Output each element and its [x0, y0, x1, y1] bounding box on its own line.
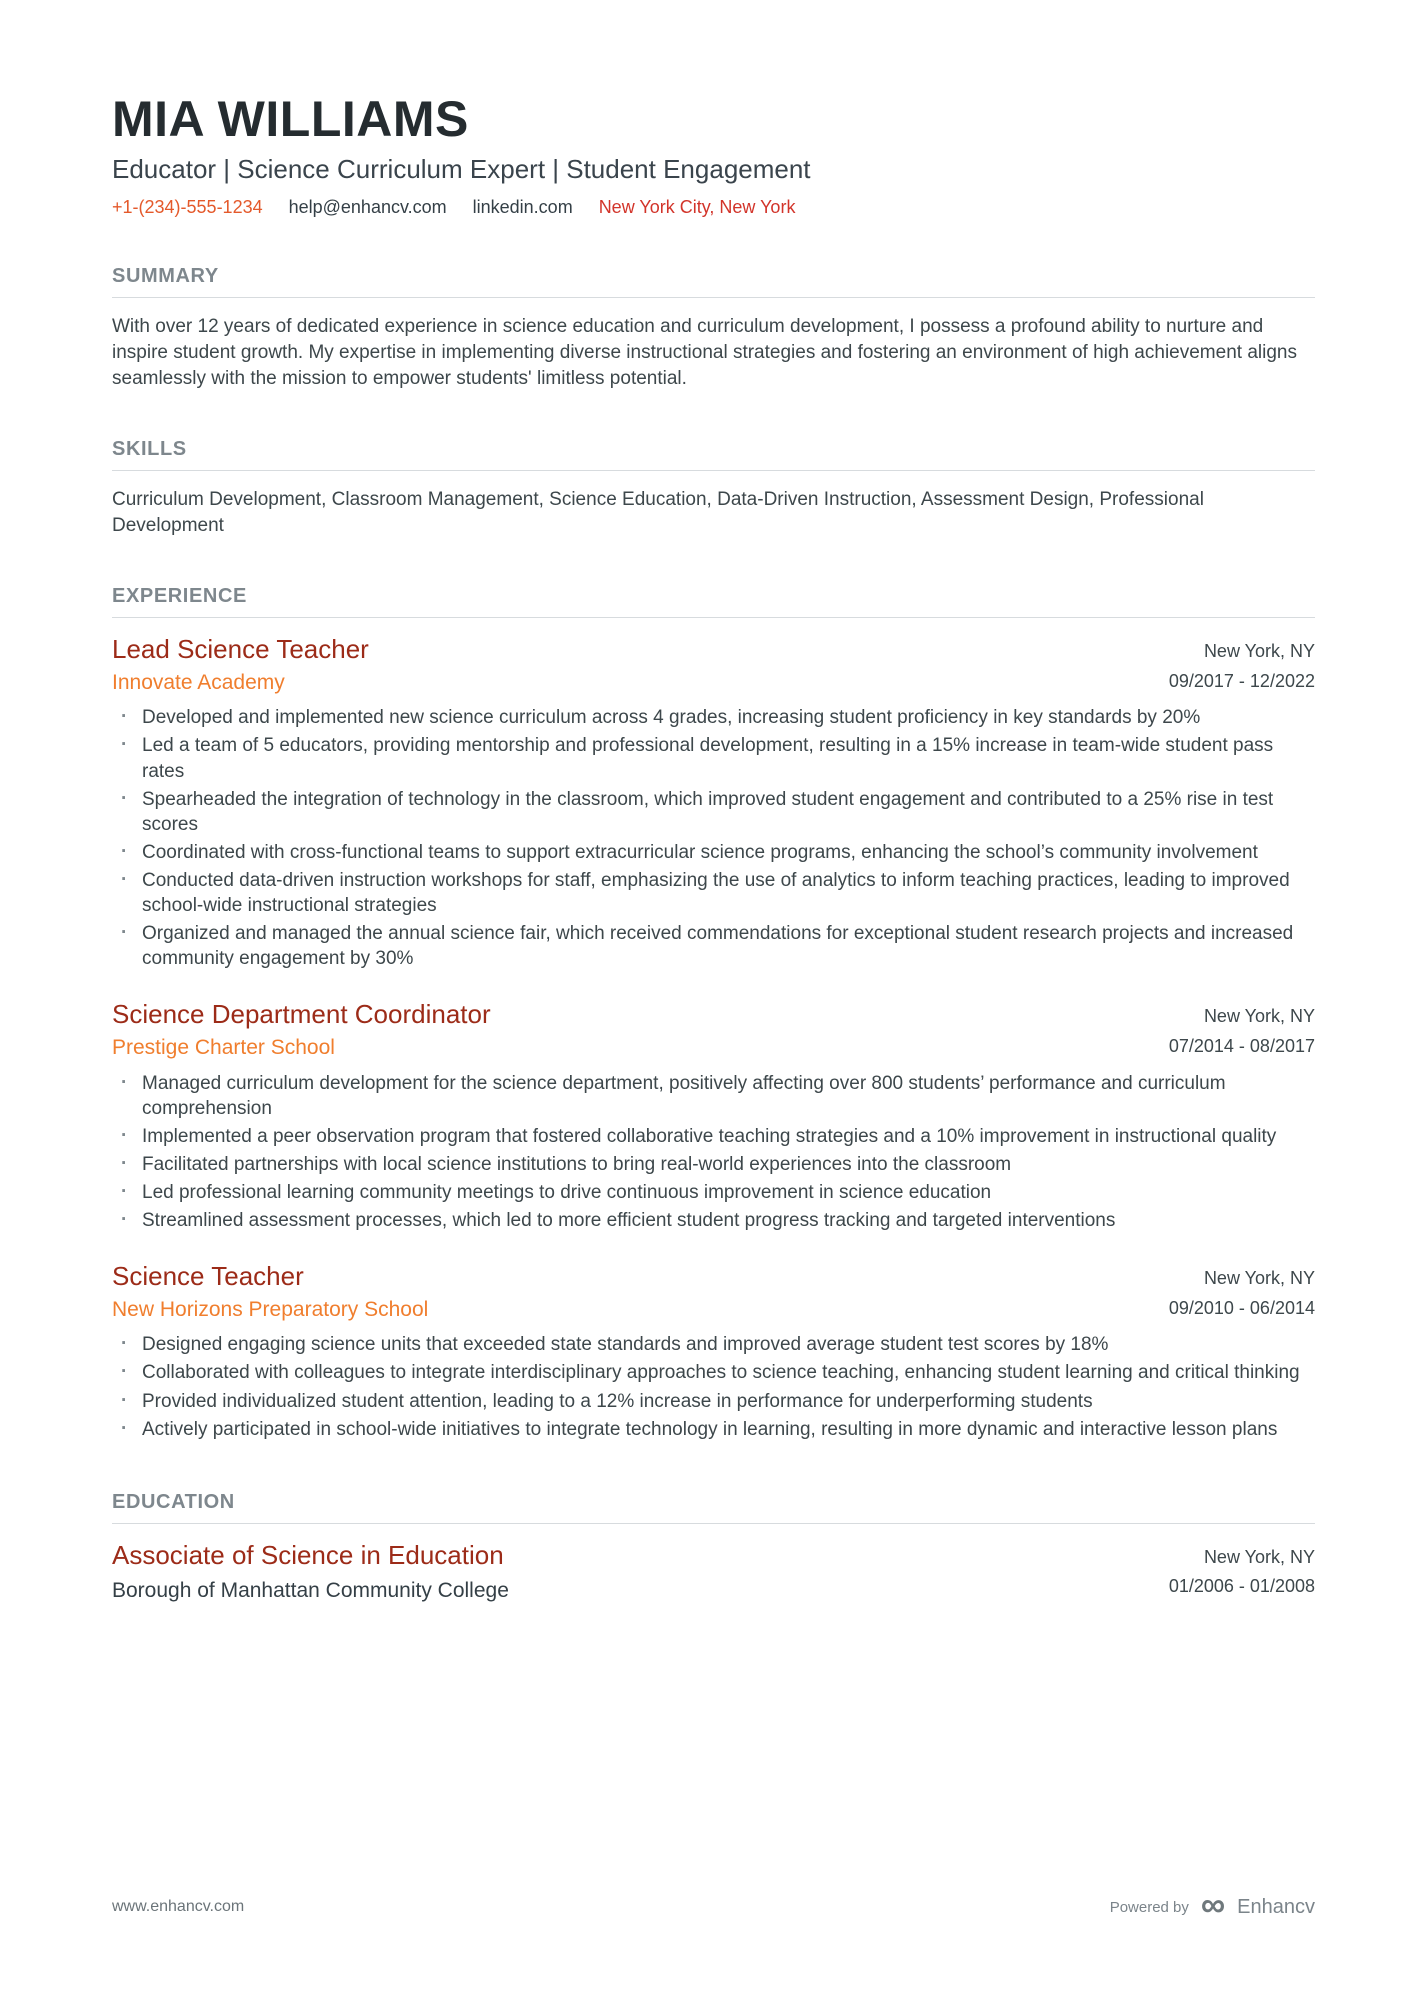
- person-headline: Educator | Science Curriculum Expert | Student Engagement: [112, 154, 811, 184]
- job-bullet: · Streamlined assessment processes, which led to more efficient student progress tracking and targeted interventions: [112, 1208, 1315, 1233]
- job-bullet-list: [112, 1332, 1315, 1441]
- job-title: Science Department Coordinator: [112, 999, 491, 1030]
- job-bullet: · Designed engaging science units that exceeded state standards and improved average student test scores by 18%: [112, 1332, 1315, 1357]
- job-title-block: [112, 634, 369, 695]
- footer: [112, 1834, 1315, 1924]
- job-dates: 09/2017 - 12/2022: [1168, 670, 1315, 691]
- education-section: [112, 1491, 1315, 1603]
- company-name: Innovate Academy: [112, 671, 285, 695]
- job-bullet: · Provided individualized student attention, leading to a 12% increase in performance for underperforming students: [112, 1389, 1315, 1414]
- site-link[interactable]: www.enhancv.com: [112, 1898, 245, 1916]
- job-location: New York, NY: [1203, 1006, 1315, 1027]
- job-bullet: · Implemented a peer observation program that fostered collaborative teaching strategies and a 10% improvement in instructional quality: [112, 1124, 1315, 1149]
- job-title-block: [112, 1261, 428, 1322]
- location-text: New York City, New York: [598, 196, 796, 217]
- job-dates: 07/2014 - 08/2017: [1168, 1035, 1315, 1056]
- degree-title: Associate of Science in Education: [112, 1539, 504, 1570]
- school-name: Borough of Manhattan Community College: [112, 1578, 509, 1602]
- job-header: [112, 634, 1315, 696]
- job-meta: [1169, 1261, 1315, 1323]
- job-bullet: · Collaborated with colleagues to integrate interdisciplinary approaches to science teaching, enhancing student learning and critical thinking: [112, 1360, 1315, 1385]
- summary-text: With over 12 years of dedicated experience in science education and curriculum development, I possess a profound ability to nurture and inspire student growth. My expertise in implementing diverse instructional strategies and fostering an environment of high achievement aligns seamlessly with the mission to empower students' limitless potential.: [112, 315, 1297, 389]
- skills-text: Curriculum Development, Classroom Management, Science Education, Data-Driven Instruction, Assessment Design, Professional Development: [112, 488, 1204, 536]
- job-bullet: · Developed and implemented new science curriculum across 4 grades, increasing student proficiency in key standards by 20%: [112, 705, 1315, 730]
- job-header: [112, 1261, 1315, 1323]
- job-entry: [112, 999, 1315, 1233]
- summary-section: [112, 265, 1315, 392]
- job-bullet-list: [112, 1071, 1315, 1233]
- person-name: MIA WILLIAMS: [112, 91, 469, 147]
- education-entry: [112, 1540, 1315, 1603]
- linkedin-link[interactable]: linkedin.com: [472, 196, 573, 217]
- job-title-block: [112, 999, 491, 1060]
- skills-section: [112, 438, 1315, 539]
- company-name: Prestige Charter School: [112, 1036, 335, 1060]
- job-location: New York, NY: [1203, 1267, 1315, 1288]
- resume-header: [112, 92, 1315, 219]
- job-bullet: · Organized and managed the annual science fair, which received commendations for exceptional student research projects and increased community engagement by 30%: [112, 921, 1315, 971]
- job-title: Lead Science Teacher: [112, 633, 369, 664]
- job-location: New York, NY: [1203, 640, 1315, 661]
- job-bullet: · Coordinated with cross-functional teams to support extracurricular science programs, enhancing the school’s community involvement: [112, 840, 1315, 865]
- education-title-block: [112, 1540, 509, 1603]
- education-dates: 01/2006 - 01/2008: [1168, 1576, 1315, 1597]
- job-entry: [112, 634, 1315, 971]
- contact-row: [112, 196, 1315, 219]
- job-meta: [1169, 634, 1315, 696]
- job-bullet: · Spearheaded the integration of technology in the classroom, which improved student engagement and contributed to a 25% rise in test scores: [112, 787, 1315, 837]
- job-meta: [1169, 999, 1315, 1061]
- summary-heading: SUMMARY: [112, 265, 1315, 298]
- education-heading: EDUCATION: [112, 1491, 1315, 1524]
- job-bullet: · Led a team of 5 educators, providing mentorship and professional development, resulting in a 15% increase in team-wide student pass rates: [112, 733, 1315, 783]
- job-bullet-list: [112, 705, 1315, 971]
- job-dates: 09/2010 - 06/2014: [1168, 1297, 1315, 1318]
- brand-name: Enhancv: [1237, 1895, 1315, 1918]
- job-header: [112, 999, 1315, 1061]
- job-bullet: · Actively participated in school-wide initiatives to integrate technology in learning, resulting in more dynamic and interactive lesson plans: [112, 1417, 1315, 1442]
- skills-heading: SKILLS: [112, 438, 1315, 471]
- job-bullet: · Conducted data-driven instruction workshops for staff, emphasizing the use of analytics to inform teaching practices, leading to improved school-wide instructional strategies: [112, 868, 1315, 918]
- infinity-logo-icon: ∞: [1200, 1885, 1226, 1924]
- job-bullet: · Facilitated partnerships with local science institutions to bring real-world experiences into the classroom: [112, 1152, 1315, 1177]
- phone-link[interactable]: +1-(234)-555-1234: [112, 196, 263, 217]
- powered-by[interactable]: [1109, 1885, 1315, 1924]
- job-title: Science Teacher: [112, 1260, 304, 1291]
- education-meta: [1169, 1540, 1315, 1602]
- email-link[interactable]: help@enhancv.com: [288, 196, 447, 217]
- education-location: New York, NY: [1203, 1546, 1315, 1567]
- job-bullet: · Managed curriculum development for the science department, positively affecting over 800 students’ performance and curriculum comprehension: [112, 1071, 1315, 1121]
- job-entry: [112, 1261, 1315, 1442]
- experience-heading: EXPERIENCE: [112, 585, 1315, 618]
- job-bullet: · Led professional learning community meetings to drive continuous improvement in science education: [112, 1180, 1315, 1205]
- company-name: New Horizons Preparatory School: [112, 1298, 429, 1322]
- powered-by-label: Powered by: [1109, 1898, 1189, 1916]
- experience-section: [112, 585, 1315, 1445]
